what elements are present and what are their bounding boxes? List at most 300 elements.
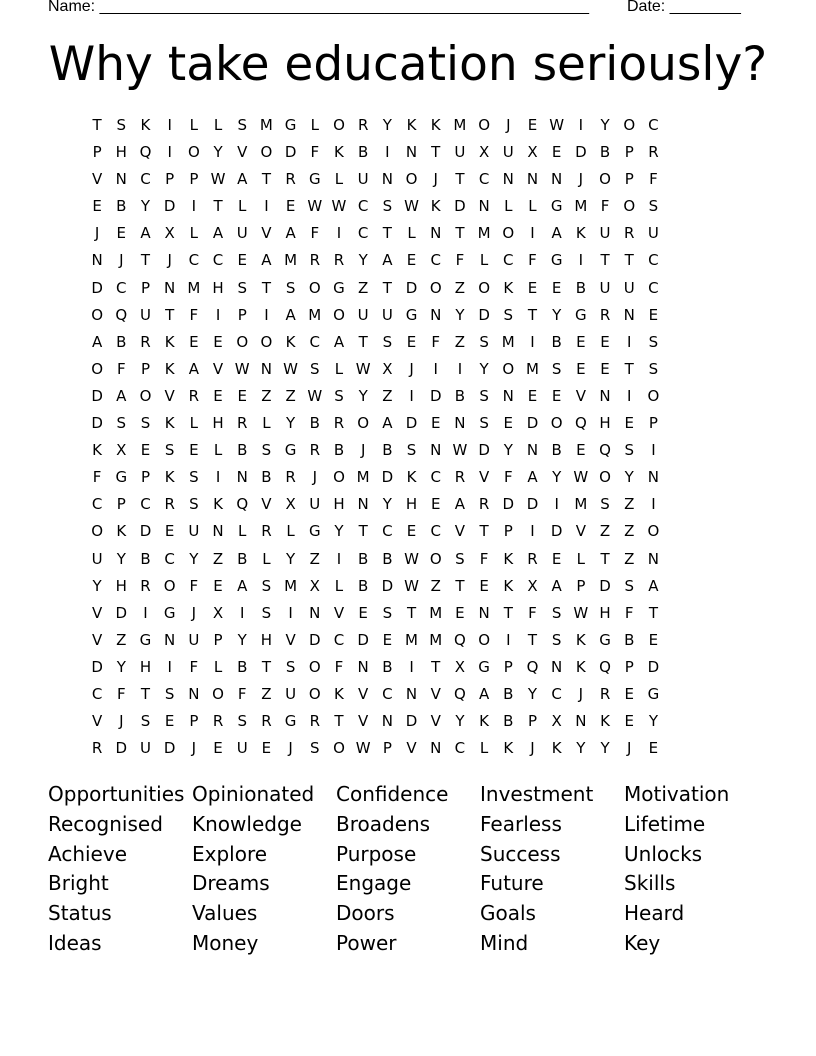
grid-letter: X	[527, 576, 538, 595]
grid-letter: U	[502, 143, 514, 162]
grid-letter: J	[312, 468, 317, 487]
grid-letter: C	[91, 495, 103, 514]
grid-letter: N	[381, 712, 393, 731]
grid-letter: F	[528, 251, 537, 270]
grid-letter: K	[575, 657, 586, 676]
grid-letter: R	[140, 332, 151, 351]
grid-letter: E	[358, 603, 368, 622]
grid-letter: S	[189, 468, 199, 487]
grid-letter: R	[212, 712, 224, 731]
grid-letter: J	[288, 739, 293, 758]
grid-letter: P	[624, 143, 634, 162]
grid-letter: P	[189, 170, 199, 189]
grid-letter: Z	[285, 386, 296, 405]
word-list-item: Power	[336, 930, 397, 955]
grid-letter: T	[261, 170, 271, 189]
grid-letter: S	[551, 630, 562, 649]
grid-letter: S	[261, 441, 272, 460]
grid-letter: D	[526, 414, 539, 433]
grid-letter: X	[285, 495, 296, 514]
grid-letter: A	[478, 684, 490, 703]
grid-letter: P	[624, 170, 634, 189]
grid-letter: I	[215, 468, 221, 487]
grid-letter: B	[454, 386, 466, 405]
grid-letter: A	[285, 305, 296, 324]
grid-letter: Z	[454, 332, 466, 351]
grid-letter: Y	[358, 386, 368, 405]
grid-letter: U	[285, 684, 297, 703]
grid-letter: O	[357, 414, 370, 433]
word-list-item: Motivation	[624, 782, 730, 806]
word-list-item: Dreams	[192, 871, 270, 896]
grid-letter: E	[551, 143, 562, 162]
grid-letter: O	[647, 522, 660, 541]
grid-letter: S	[624, 441, 634, 460]
grid-letter: P	[140, 468, 150, 487]
grid-letter: D	[284, 143, 297, 162]
grid-letter: Z	[382, 386, 393, 405]
grid-letter: E	[600, 359, 610, 378]
grid-letter: N	[478, 603, 490, 622]
grid-letter: S	[140, 414, 151, 433]
grid-letter: R	[285, 468, 296, 487]
grid-letter: O	[333, 116, 345, 134]
grid-row	[85, 275, 733, 302]
grid-letter: O	[91, 359, 103, 378]
grid-letter: R	[599, 684, 611, 703]
grid-letter: R	[454, 468, 466, 487]
grid-letter: M	[405, 630, 418, 649]
grid-letter: N	[502, 170, 514, 189]
word-list-item: Money	[192, 930, 259, 955]
grid-letter: A	[261, 251, 272, 270]
grid-letter: D	[405, 278, 418, 297]
grid-letter: E	[92, 197, 102, 216]
grid-letter: H	[405, 495, 418, 514]
grid-letter: S	[261, 603, 272, 622]
grid-row	[85, 112, 733, 139]
grid-letter: E	[576, 332, 586, 351]
grid-letter: A	[116, 386, 127, 405]
grid-letter: E	[406, 332, 417, 351]
grid-letter: E	[624, 684, 634, 703]
grid-letter: L	[479, 251, 489, 270]
grid-letter: E	[213, 386, 223, 405]
grid-row	[85, 681, 733, 708]
grid-letter: C	[430, 251, 441, 270]
word-list-item: Knowledge	[192, 811, 302, 836]
grid-letter: S	[382, 332, 393, 351]
grid-letter: W	[573, 468, 589, 487]
grid-letter: F	[431, 332, 441, 351]
grid-letter: N	[91, 251, 103, 270]
grid-letter: E	[406, 251, 417, 270]
grid-letter: P	[527, 712, 537, 731]
grid-letter: V	[430, 684, 441, 703]
grid-letter: C	[503, 251, 514, 270]
grid-row	[85, 302, 733, 329]
grid-row	[85, 166, 733, 193]
grid-letter: N	[478, 197, 490, 216]
grid-letter: B	[237, 657, 248, 676]
grid-letter: C	[164, 549, 175, 568]
grid-letter: V	[454, 522, 466, 541]
grid-letter: L	[334, 576, 344, 595]
grid-letter: D	[647, 657, 660, 676]
grid-letter: M	[284, 251, 298, 270]
grid-letter: N	[454, 414, 466, 433]
grid-letter: T	[455, 576, 465, 595]
grid-letter: D	[139, 522, 152, 541]
grid-letter: U	[357, 170, 369, 189]
grid-letter: D	[91, 657, 103, 676]
grid-letter: G	[575, 305, 587, 324]
grid-letter: Q	[139, 143, 152, 162]
grid-letter: D	[478, 441, 490, 460]
grid-row	[85, 735, 733, 762]
grid-letter: C	[454, 739, 466, 758]
word-list-item: Bright	[48, 871, 109, 896]
grid-letter: M	[501, 332, 515, 351]
grid-letter: D	[405, 414, 418, 433]
grid-letter: J	[119, 712, 124, 731]
grid-letter: R	[261, 522, 272, 541]
grid-letter: L	[262, 549, 271, 568]
grid-letter: K	[92, 441, 103, 460]
grid-letter: O	[308, 684, 321, 703]
grid-letter: V	[91, 630, 103, 649]
grid-letter: L	[213, 441, 223, 460]
grid-letter: E	[382, 630, 393, 649]
grid-letter: E	[527, 386, 538, 405]
grid-letter: J	[119, 251, 124, 270]
grid-letter: F	[189, 305, 199, 324]
grid-letter: K	[551, 739, 562, 758]
grid-letter: J	[530, 739, 535, 758]
grid-letter: W	[355, 739, 371, 758]
grid-letter: Y	[358, 251, 368, 270]
grid-letter: C	[116, 278, 127, 297]
grid-letter: O	[163, 576, 176, 595]
grid-letter: T	[140, 684, 151, 703]
grid-letter: Z	[309, 549, 320, 568]
grid-letter: F	[92, 468, 102, 487]
grid-letter: P	[213, 630, 223, 649]
grid-letter: F	[503, 468, 513, 487]
grid-letter: N	[430, 739, 442, 758]
grid-letter: T	[431, 657, 441, 676]
grid-letter: S	[140, 712, 151, 731]
grid-letter: E	[479, 576, 489, 595]
grid-letter: T	[382, 224, 392, 243]
grid-letter: V	[575, 522, 586, 541]
grid-letter: Y	[116, 549, 126, 568]
grid-letter: F	[334, 657, 344, 676]
grid-letter: Z	[454, 278, 466, 297]
grid-letter: E	[455, 603, 465, 622]
grid-letter: S	[648, 359, 659, 378]
grid-letter: E	[551, 549, 562, 568]
word-list-item: Broadens	[336, 811, 431, 836]
grid-letter: G	[308, 522, 321, 541]
grid-letter: E	[648, 739, 659, 758]
word-list	[48, 780, 768, 959]
grid-letter: O	[429, 278, 442, 297]
grid-letter: B	[309, 414, 320, 433]
grid-letter: E	[237, 386, 247, 405]
grid-letter: R	[285, 170, 296, 189]
grid-letter: J	[506, 116, 511, 134]
grid-letter: G	[550, 197, 563, 216]
grid-letter: X	[454, 657, 466, 676]
grid-letter: N	[164, 630, 176, 649]
grid-letter: S	[503, 305, 514, 324]
grid-letter: D	[163, 739, 176, 758]
grid-letter: Y	[527, 684, 538, 703]
grid-letter: H	[212, 414, 224, 433]
grid-letter: L	[189, 116, 199, 134]
grid-letter: C	[357, 197, 369, 216]
grid-letter: A	[333, 332, 345, 351]
grid-letter: L	[528, 197, 537, 216]
grid-letter: C	[430, 468, 441, 487]
grid-letter: K	[503, 549, 514, 568]
grid-letter: B	[237, 441, 248, 460]
grid-letter: R	[164, 495, 175, 514]
grid-letter: I	[240, 603, 245, 622]
grid-letter: P	[189, 712, 199, 731]
grid-letter: W	[307, 386, 323, 405]
grid-letter: I	[167, 143, 172, 162]
grid-letter: I	[264, 197, 269, 216]
grid-letter: M	[574, 197, 588, 216]
grid-letter: E	[164, 522, 175, 541]
grid-letter: W	[355, 359, 371, 378]
grid-letter: W	[331, 197, 347, 216]
grid-letter: I	[409, 386, 414, 405]
grid-letter: L	[238, 197, 247, 216]
grid-letter: A	[237, 170, 248, 189]
grid-letter: R	[309, 251, 320, 270]
grid-letter: I	[264, 305, 269, 324]
grid-letter: E	[213, 576, 223, 595]
grid-letter: U	[188, 522, 200, 541]
grid-letter: U	[647, 224, 659, 243]
grid-letter: T	[92, 116, 102, 134]
grid-letter: E	[189, 441, 199, 460]
word-list-item: Ideas	[48, 930, 102, 955]
grid-letter: E	[189, 332, 199, 351]
grid-letter: S	[648, 332, 659, 351]
grid-letter: Y	[286, 549, 296, 568]
grid-letter: G	[284, 116, 297, 134]
grid-letter: U	[381, 305, 393, 324]
grid-letter: S	[237, 712, 247, 731]
grid-letter: G	[478, 657, 490, 676]
grid-letter: P	[92, 143, 102, 162]
grid-letter: N	[599, 386, 611, 405]
word-list-item: Future	[480, 871, 544, 896]
grid-letter: A	[212, 224, 224, 243]
grid-letter: S	[455, 549, 465, 568]
grid-letter: N	[357, 657, 369, 676]
grid-letter: I	[651, 495, 656, 514]
grid-letter: V	[91, 603, 103, 622]
grid-letter: K	[575, 630, 586, 649]
grid-letter: J	[409, 359, 414, 378]
grid-letter: F	[310, 224, 320, 243]
grid-letter: B	[358, 143, 369, 162]
grid-letter: T	[358, 522, 368, 541]
grid-letter: B	[358, 549, 369, 568]
grid-letter: O	[478, 278, 490, 297]
grid-letter: F	[455, 251, 465, 270]
grid-row	[85, 356, 733, 383]
grid-letter: G	[284, 712, 297, 731]
grid-letter: R	[333, 251, 345, 270]
grid-letter: B	[261, 468, 272, 487]
grid-row	[85, 573, 733, 600]
grid-letter: L	[334, 170, 344, 189]
grid-letter: Q	[236, 495, 249, 514]
grid-letter: R	[357, 116, 369, 134]
grid-letter: K	[406, 468, 417, 487]
grid-letter: F	[189, 657, 199, 676]
grid-letter: L	[213, 657, 223, 676]
grid-letter: D	[405, 712, 418, 731]
grid-letter: J	[191, 739, 197, 758]
grid-letter: Z	[358, 278, 369, 297]
grid-letter: N	[430, 305, 442, 324]
grid-letter: D	[91, 278, 103, 297]
grid-letter: E	[600, 332, 610, 351]
grid-letter: T	[479, 522, 489, 541]
grid-letter: C	[648, 278, 659, 297]
grid-letter: O	[260, 143, 273, 162]
grid-letter: O	[187, 143, 200, 162]
grid-letter: I	[215, 305, 221, 324]
grid-letter: E	[285, 197, 296, 216]
grid-letter: M	[259, 116, 273, 134]
grid-letter: K	[503, 278, 514, 297]
grid-letter: P	[503, 657, 513, 676]
grid-letter: Q	[115, 305, 128, 324]
grid-letter: Y	[600, 116, 610, 134]
grid-letter: B	[333, 441, 345, 460]
grid-letter: V	[164, 386, 175, 405]
grid-letter: X	[551, 712, 562, 731]
grid-letter: Y	[576, 739, 586, 758]
grid-letter: H	[260, 630, 273, 649]
grid-letter: D	[550, 522, 563, 541]
grid-letter: D	[91, 386, 103, 405]
grid-letter: Y	[189, 549, 199, 568]
grid-letter: C	[382, 522, 393, 541]
grid-letter: Y	[213, 143, 223, 162]
grid-letter: F	[479, 549, 489, 568]
grid-letter: A	[285, 224, 296, 243]
grid-letter: I	[578, 116, 584, 134]
grid-letter: H	[599, 414, 611, 433]
grid-letter: O	[599, 170, 611, 189]
grid-letter: G	[115, 468, 128, 487]
grid-letter: L	[286, 522, 295, 541]
grid-letter: S	[116, 414, 127, 433]
grid-letter: N	[309, 603, 321, 622]
grid-letter: D	[429, 386, 442, 405]
grid-letter: T	[431, 143, 441, 162]
grid-letter: V	[261, 224, 272, 243]
grid-letter: X	[309, 576, 320, 595]
grid-letter: T	[334, 712, 344, 731]
grid-letter: N	[575, 712, 587, 731]
grid-letter: K	[600, 712, 610, 731]
grid-letter: F	[116, 684, 126, 703]
grid-letter: C	[357, 224, 369, 243]
grid-letter: K	[503, 739, 514, 758]
grid-letter: Y	[116, 657, 126, 676]
grid-letter: M	[308, 305, 322, 324]
grid-letter: I	[167, 657, 172, 676]
grid-letter: Z	[624, 549, 635, 568]
grid-letter: I	[530, 224, 535, 243]
grid-letter: O	[212, 684, 224, 703]
grid-letter: O	[333, 468, 345, 487]
grid-letter: Y	[648, 712, 658, 731]
grid-letter: A	[648, 576, 659, 595]
grid-letter: J	[433, 170, 438, 189]
grid-letter: E	[503, 414, 514, 433]
grid-letter: R	[478, 495, 490, 514]
grid-letter: B	[624, 630, 635, 649]
grid-letter: N	[430, 441, 442, 460]
grid-letter: K	[164, 332, 175, 351]
grid-letter: I	[530, 332, 535, 351]
grid-letter: F	[624, 603, 634, 622]
grid-letter: O	[139, 386, 152, 405]
grid-letter: D	[454, 197, 466, 216]
grid-letter: X	[164, 224, 175, 243]
grid-letter: D	[91, 414, 103, 433]
grid-letter: E	[116, 224, 127, 243]
grid-letter: O	[647, 386, 660, 405]
grid-letter: O	[308, 278, 321, 297]
grid-letter: I	[506, 630, 511, 649]
grid-letter: D	[163, 197, 176, 216]
grid-letter: Z	[261, 386, 272, 405]
grid-letter: W	[234, 359, 250, 378]
word-list-item: Skills	[624, 871, 676, 896]
grid-letter: H	[212, 278, 224, 297]
grid-letter: S	[310, 359, 320, 378]
grid-letter: D	[115, 739, 128, 758]
grid-letter: I	[627, 332, 632, 351]
grid-letter: J	[360, 441, 366, 460]
grid-letter: G	[139, 630, 152, 649]
grid-letter: E	[624, 712, 634, 731]
grid-letter: K	[406, 116, 417, 134]
word-list-item: Confidence	[336, 782, 449, 806]
grid-letter: U	[599, 278, 611, 297]
grid-letter: Y	[624, 468, 634, 487]
grid-letter: V	[91, 712, 103, 731]
grid-row	[85, 546, 733, 573]
grid-letter: O	[91, 522, 103, 541]
grid-letter: K	[503, 576, 514, 595]
grid-letter: O	[429, 549, 442, 568]
grid-letter: H	[599, 603, 611, 622]
grid-row	[85, 383, 733, 410]
